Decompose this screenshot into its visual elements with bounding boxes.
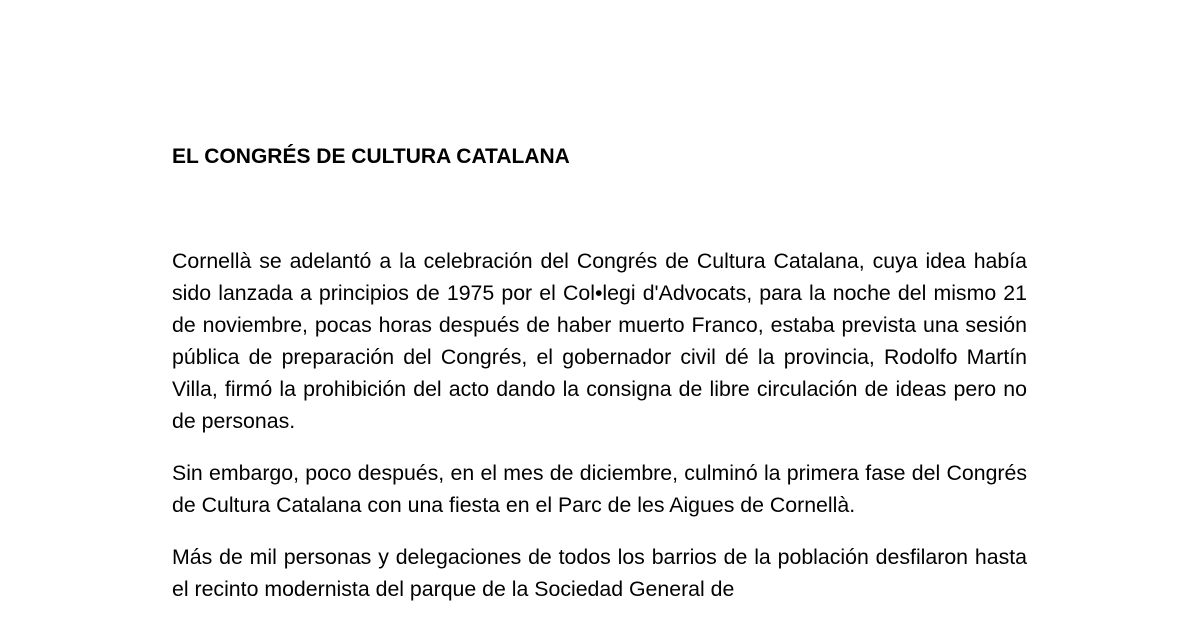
document-body: [172, 245, 1027, 625]
paragraph: Sin embargo, poco después, en el mes de diciembre, culminó la primera fase del Congrés de Cultura Catalana con una fiesta en el Parc de les Aigues de Cornellà.: [172, 461, 1027, 517]
document-title: EL CONGRÉS DE CULTURA CATALANA: [172, 145, 570, 168]
paragraph: Cornellà se adelantó a la celebración del Congrés de Cultura Catalana, cuya idea había sido lanzada a principios de 1975 por el Col•legi d'Advocats, para la noche del mismo 21 de noviembre, pocas horas después de haber muerto Franco, estaba prevista una sesión pública de preparación del Congrés, el gobernador civil dé la provincia, Rodolfo Martín Villa, firmó la prohibición del acto dando la consigna de libre circulación de ideas pero no de personas.: [172, 249, 1027, 433]
document-page: [172, 0, 1027, 630]
paragraph: Más de mil personas y delegaciones de todos los barrios de la población desfilaron hasta el recinto modernista del parque de la Sociedad General de: [172, 545, 1027, 601]
